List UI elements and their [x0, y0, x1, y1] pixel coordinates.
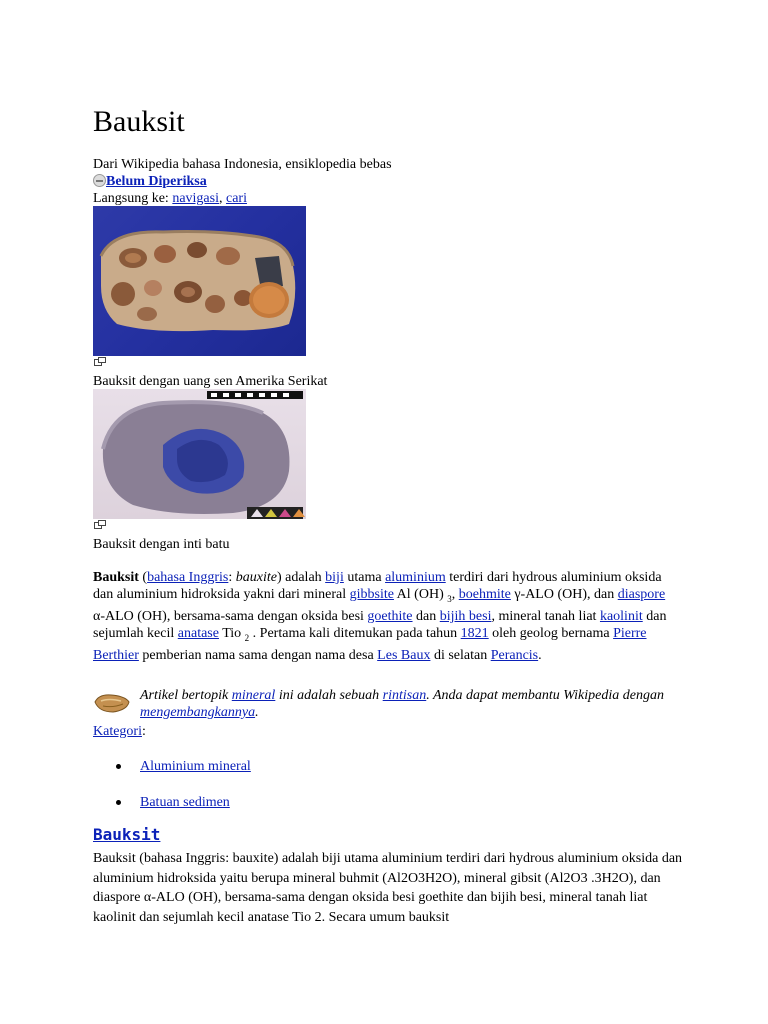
link-iron-ore[interactable]: bijih besi [439, 608, 492, 624]
text-run: . Anda dapat membantu Wikipedia dengan [426, 688, 664, 703]
bauxite-coin-photo[interactable] [93, 206, 306, 356]
text-run: utama [343, 570, 386, 585]
link-berthier[interactable]: Pierre Berthier [93, 625, 647, 663]
stub-notice [140, 687, 680, 721]
figure-caption: Bauksit dengan uang sen Amerika Serikat [93, 374, 328, 389]
link-anatase[interactable]: anatase [177, 625, 219, 641]
link-goethite[interactable]: goethite [367, 608, 413, 624]
link-france[interactable]: Perancis [490, 647, 539, 663]
review-status [93, 173, 207, 190]
category-item [93, 758, 251, 775]
section-heading[interactable]: Bauksit [93, 825, 161, 844]
link-ore[interactable]: biji [325, 570, 344, 585]
jump-navigation-link[interactable]: navigasi [172, 191, 219, 206]
jump-search-link[interactable]: cari [225, 191, 247, 206]
link-aluminium[interactable]: aluminium [385, 570, 446, 585]
enlarge-icon[interactable] [94, 520, 106, 529]
figure-caption: Bauksit dengan inti batu [93, 537, 230, 552]
section-text: Bauksit (bahasa Inggris: bauxite) adalah biji utama aluminium terdiri dari hydrous aluminium oksida dan aluminium hidroksida yaitu berupa mineral buhmit (Al2O3H2O), mineral gibsit (Al2O3 .3H2O), dan diaspore α-ALO (OH), bersama-sama dengan oksida besi goethite dan bijih besi, mineral tanah liat kaolinit dan sejumlah kecil anatase Tio 2. Secara umum bauksit [93, 851, 683, 925]
bullet-icon [116, 800, 121, 805]
text-run: γ-ALO (OH), dan [510, 587, 618, 602]
bauxite-core-illustration [93, 389, 306, 519]
link-english[interactable]: bahasa Inggris [147, 570, 229, 585]
link-les-baux[interactable]: Les Baux [377, 647, 431, 663]
text-run: pemberian nama sama dengan nama desa [138, 647, 378, 663]
categories-colon: : [141, 724, 146, 739]
categories-link[interactable]: Kategori [93, 724, 142, 739]
link-expand[interactable]: mengembangkannya [140, 705, 256, 720]
subscript: 3 [447, 593, 452, 604]
intro-paragraph [93, 569, 678, 664]
text-run: α-ALO (OH), bersama-sama dengan oksida besi [93, 608, 368, 624]
link-boehmite[interactable]: boehmite [458, 587, 511, 602]
text-run: ini adalah sebuah [275, 688, 383, 703]
category-item [93, 794, 230, 811]
text-run: . [538, 647, 542, 663]
jump-links [93, 190, 247, 207]
link-year[interactable]: 1821 [460, 625, 489, 641]
bullet-icon [116, 764, 121, 769]
text-run: terdiri dari hydrous aluminium oksida dan aluminium hidroksida yakni dari mineral [93, 570, 662, 602]
foreign-term: bauxite [235, 570, 277, 585]
text-run: ( [138, 570, 148, 585]
text-run: di selatan [430, 647, 491, 663]
review-status-icon [93, 174, 106, 187]
link-gibbsite[interactable]: gibbsite [349, 587, 394, 602]
text-run: . [255, 705, 259, 720]
text-run: dan sejumlah kecil [93, 608, 667, 641]
text-run: , mineral tanah liat [491, 608, 600, 624]
text-run: : [228, 570, 236, 585]
text-run: Artikel bertopik [140, 688, 232, 703]
category-link-aluminium-mineral[interactable]: Aluminium mineral [140, 759, 251, 774]
text-run: , [451, 587, 459, 602]
category-link-batuan-sedimen[interactable]: Batuan sedimen [140, 795, 230, 810]
link-stub[interactable]: rintisan [382, 688, 427, 703]
mineral-stub-icon [93, 690, 131, 716]
bauxite-core-photo[interactable] [93, 389, 306, 519]
bauxite-coin-illustration [93, 206, 306, 356]
text-run: dan [412, 608, 440, 624]
link-kaolinite[interactable]: kaolinit [599, 608, 643, 624]
tagline: Dari Wikipedia bahasa Indonesia, ensiklopedia bebas [93, 157, 392, 172]
text-run: oleh geolog bernama [488, 625, 614, 641]
text-run: Al (OH) [393, 587, 448, 602]
categories-label-row [93, 723, 146, 740]
review-status-link[interactable]: Belum Diperiksa [106, 174, 207, 189]
jump-separator: , [218, 191, 223, 206]
text-run: . Pertama kali ditemukan pada tahun [249, 625, 461, 641]
jump-prefix: Langsung ke: [93, 191, 169, 206]
intro-term: Bauksit [93, 570, 139, 585]
text-run: Tio [218, 625, 245, 641]
text-run: ) adalah [276, 570, 326, 585]
link-mineral[interactable]: mineral [231, 688, 276, 703]
enlarge-icon[interactable] [94, 357, 106, 366]
link-diaspore[interactable]: diaspore [617, 587, 666, 602]
subscript: 2 [244, 632, 250, 643]
page-title: Bauksit [93, 105, 185, 138]
